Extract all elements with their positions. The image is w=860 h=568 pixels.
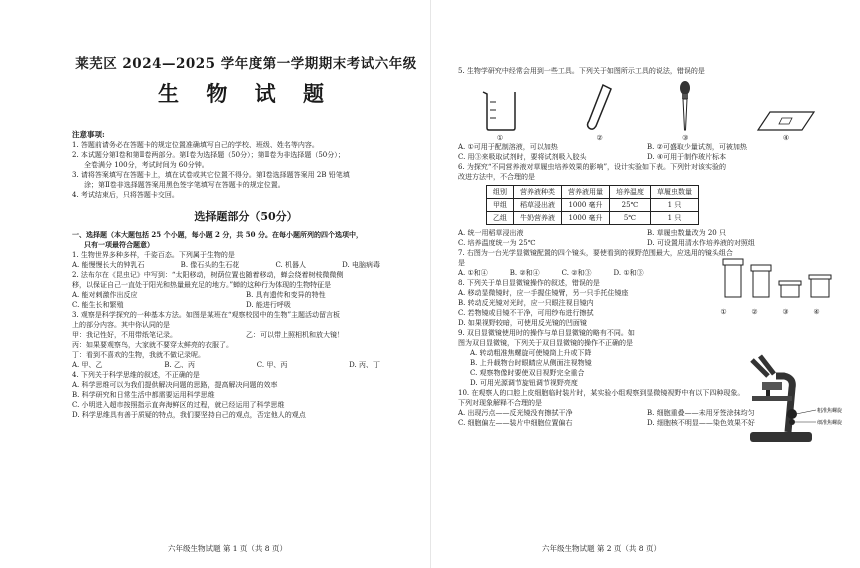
option-c: C. 用③来吸取试剂时，要将试剂吸入胶头 [458, 153, 587, 161]
question-1-options [72, 260, 420, 270]
option-c: C. 小明进入超市按照指示直奔海鲜区的过程，就已经运用了科学思维 [72, 401, 285, 409]
table-header: 营养液用量 [562, 186, 610, 199]
option-c: C. 机器人 [275, 261, 306, 269]
table-cell: 1 只 [651, 199, 699, 212]
notes-heading: 注意事项: [72, 130, 105, 139]
lens-3-icon [778, 280, 802, 298]
note-3: 3. 请将答案填写在答题卡上，填在试卷或其它位置不得分。第Ⅰ卷选择题答案用 2B 铅笔填 [72, 171, 350, 179]
lab-tools-figure [458, 76, 836, 142]
option-d: D. 可设置用清水作培养液的对照组 [647, 239, 755, 247]
option-a: A. 转动粗准焦螺旋可使镜筒上升或下降 [470, 349, 592, 357]
option-a: A. 统一用稻草浸出液 [458, 229, 524, 237]
exam-title: 莱芜区 2024—2025 学年度第一学期期末考试六年级 [75, 56, 417, 72]
microscope-icon [728, 352, 848, 444]
statement-ding: 丁：看到不喜欢的生物，我就不做记录呢。 [72, 351, 205, 359]
tool-2 [585, 82, 615, 142]
lens-4-icon [808, 274, 832, 298]
part-intro: 一、选择题（本大题包括 25 个小题，每小题 2 分，共 50 分。在每小题所列的四个选项中， [72, 230, 363, 239]
option-a: A. ①和④ [458, 269, 488, 277]
option-d: D. 电脑病毒 [342, 261, 380, 269]
option-d: D. 可用光源调节旋钮调节视野亮度 [470, 379, 578, 387]
question-10-cont: 下列对现象解释不合理的是 [458, 399, 542, 407]
option-c: C. 甲、丙 [256, 361, 288, 369]
lens-number: ② [751, 308, 758, 316]
experiment-table [486, 185, 699, 225]
tool-4 [756, 110, 816, 142]
option-b: B. 转动反光镜对光时，应一只眼注视目镜内 [458, 299, 594, 307]
option-a: A. 甲、乙 [72, 361, 103, 369]
page-footer: 六年级生物试题 第 1 页（共 8 页） [168, 544, 287, 553]
table-cell: 牛奶营养液 [514, 212, 562, 225]
option-d: D. ④可用于制作玻片标本 [647, 153, 727, 161]
lens-number: ④ [813, 308, 820, 316]
option-b: B. 具有遗传和变异的特性 [246, 291, 326, 299]
option-b: B. ②可盛取少量试剂，可被加热 [647, 143, 747, 151]
question-5: 5. 生物学研究中经常会用到一些工具。下列关于如图所示工具的说法，错误的是 [458, 67, 705, 75]
option-b: B. 草履虫数量改为 20 只 [647, 229, 726, 237]
question-3-cont: 上的部分内容。其中你认同的是 [72, 321, 170, 329]
section-title: 选择题部分（50分） [194, 210, 298, 223]
table-header: 营养液种类 [514, 186, 562, 199]
statement-jia: 甲：我记性好，不用带纸笔记录。 [72, 331, 177, 339]
exam-subject: 生 物 试 题 [158, 81, 334, 106]
option-a: A. ①可用于配制溶液，可以加热 [458, 143, 558, 151]
beaker-icon [478, 88, 522, 132]
note-3-cont: 涂；第Ⅱ卷非选择题答案用黑色签字笔填写在答题卡的规定位置。 [84, 181, 285, 189]
table-cell: 稻草浸出液 [514, 199, 562, 212]
option-d: D. 科学思维具有善于质疑的特点，我们要坚持自己的观点，否定他人的观点 [72, 411, 306, 419]
lens-1-icon [722, 258, 744, 298]
statement-bing: 丙：如果要观察鸟，大家就不要穿太鲜亮的衣服了。 [72, 341, 233, 349]
question-2-options-cd [72, 300, 420, 310]
part-intro-cont: 只有一项最符合题意） [84, 240, 154, 249]
option-c: C. 细胞偏左——装片中细胞位置偏右 [458, 419, 573, 427]
question-3-options [72, 360, 420, 370]
question-8: 8. 下列关于单目显微镜操作的叙述，错误的是 [458, 279, 600, 287]
tool-number: ④ [782, 134, 790, 142]
question-10: 10. 在观察人的口腔上皮细胞临时装片时，某实验小组观察到显微镜视野中有以下四种现象。 [458, 389, 745, 397]
option-c: C. 能生长和繁殖 [72, 301, 124, 309]
table-cell: 25℃ [610, 199, 651, 212]
table-cell: 1000 毫升 [562, 212, 610, 225]
question-2-cont: 移，以保证自己一直处于阳光和热量最充足的地方。”蝉的这种行为体现的生物特征是 [72, 281, 332, 289]
option-d: D. ①和③ [613, 269, 644, 277]
tool-3 [677, 80, 693, 142]
coarse-focus-label: 粗准焦螺旋 [817, 408, 843, 414]
option-d: D. 细胞核不明显——染色效果不好 [647, 419, 755, 427]
table-row [487, 212, 699, 225]
note-1: 1. 答题前请务必在答题卡的规定位置准确填写自己的学校、班级、姓名等内容。 [72, 141, 319, 149]
note-2-cont: 全卷满分 100分，考试时间为 60分钟。 [84, 161, 209, 169]
option-b: B. ②和④ [509, 269, 540, 277]
question-1: 1. 生物世界多种多样，千姿百态。下列属于生物的是 [72, 251, 235, 259]
option-b: B. 科学研究和日常生活中都需要运用科学思维 [72, 391, 215, 399]
question-3-statements-1 [72, 330, 420, 340]
option-c: C. ②和③ [561, 269, 592, 277]
test-tube-icon [585, 82, 615, 132]
option-d: D. 能进行呼吸 [246, 301, 291, 309]
page-footer: 六年级生物试题 第 2 页（共 8 页） [542, 544, 661, 553]
question-7-cont: 是 [458, 259, 465, 267]
table-header: 培养温度 [610, 186, 651, 199]
option-c: C. 若物镜或目镜不干净，可用纱布进行擦拭 [458, 309, 594, 317]
tool-number: ② [596, 134, 603, 142]
table-header-row [487, 186, 699, 199]
question-9-cont: 图为双目显微镜，下列关于双目显微镜的操作不正确的是 [458, 339, 633, 347]
option-a: A. 出现污点——反光镜没有擦拭干净 [458, 409, 573, 417]
note-4: 4. 考试结束后，只将答题卡交回。 [72, 191, 179, 199]
option-b: B. 上升载物台时眼睛应从侧面注视物镜 [470, 359, 592, 367]
question-2: 2. 法布尔在《昆虫记》中写到：“太阳移动，树荫位置也随着移动，蝉会绕着树枝微微侧 [72, 271, 344, 279]
option-b: B. 像石头的生石花 [180, 261, 240, 269]
table-cell: 1 只 [651, 212, 699, 225]
question-6: 6. 为探究“不同营养液对草履虫培养效果的影响”，设计实验如下表。下列针对该实验的 [458, 163, 727, 171]
option-b: B. 乙、丙 [164, 361, 195, 369]
question-7: 7. 右图为一台光学显微镜配置的四个镜头，要使看到的视野范围最大，应选用的镜头组合 [458, 249, 733, 257]
table-cell: 1000 毫升 [562, 199, 610, 212]
option-a: A. 科学思维可以为我们提供解决问题的思路，提高解决问题的效率 [72, 381, 278, 389]
lens-number: ③ [782, 308, 789, 316]
tool-number: ③ [682, 134, 689, 142]
question-6-options-cd [458, 238, 836, 248]
question-6-options-ab [458, 228, 836, 238]
question-6-cont: 改进方法中，不合理的是 [458, 173, 535, 181]
glass-slide-icon [756, 110, 816, 132]
table-row [487, 199, 699, 212]
lens-number: ① [720, 308, 727, 316]
option-b: B. 细胞重叠——未用牙签涂抹均匀 [647, 409, 755, 417]
fine-focus-label: 细准焦螺旋 [817, 420, 843, 426]
binocular-microscope-figure [728, 352, 848, 448]
tool-1 [478, 88, 522, 142]
option-a: A. 移动显微镜时，应一手握住镜臂，另一只手托住镜座 [458, 289, 629, 297]
tool-number: ① [496, 134, 504, 142]
option-d: D. 如果视野较暗，可使用反光镜的凹面镜 [458, 319, 587, 327]
table-cell: 乙组 [487, 212, 514, 225]
question-2-options-ab [72, 290, 420, 300]
table-header: 草履虫数量 [651, 186, 699, 199]
question-3: 3. 观察是科学探究的一种基本方法。如图是某班在“观察校园中的生物”主题活动留言板 [72, 311, 341, 319]
dropper-icon [677, 80, 693, 132]
option-a: A. 能对刺激作出反应 [72, 291, 138, 299]
table-header: 组别 [487, 186, 514, 199]
option-c: C. 培养温度统一为 25℃ [458, 239, 536, 247]
note-2: 2. 本试题分第Ⅰ卷和第Ⅱ卷两部分。第Ⅰ卷为选择题（50分）；第Ⅱ卷为非选择题（50分）； [72, 151, 345, 159]
question-4: 4. 下列关于科学思维的叙述，不正确的是 [72, 371, 200, 379]
statement-yi: 乙：可以带上照相机和放大镜！ [246, 331, 344, 339]
microscope-lenses-figure [722, 258, 832, 298]
option-d: D. 丙、丁 [349, 361, 380, 369]
option-c: C. 观察物像时要使双目视野完全重合 [470, 369, 585, 377]
option-a: A. 能慢慢长大的钟乳石 [72, 261, 145, 269]
question-5-options-ab [458, 142, 836, 152]
table-cell: 5℃ [610, 212, 651, 225]
table-cell: 甲组 [487, 199, 514, 212]
exam-page-2 [430, 0, 860, 568]
question-9: 9. 双目显微镜使用时的操作与单目显微镜的略有不同。如 [458, 329, 635, 337]
question-5-options-cd [458, 152, 836, 162]
lens-2-icon [750, 264, 772, 298]
lens-numbers [708, 308, 832, 316]
